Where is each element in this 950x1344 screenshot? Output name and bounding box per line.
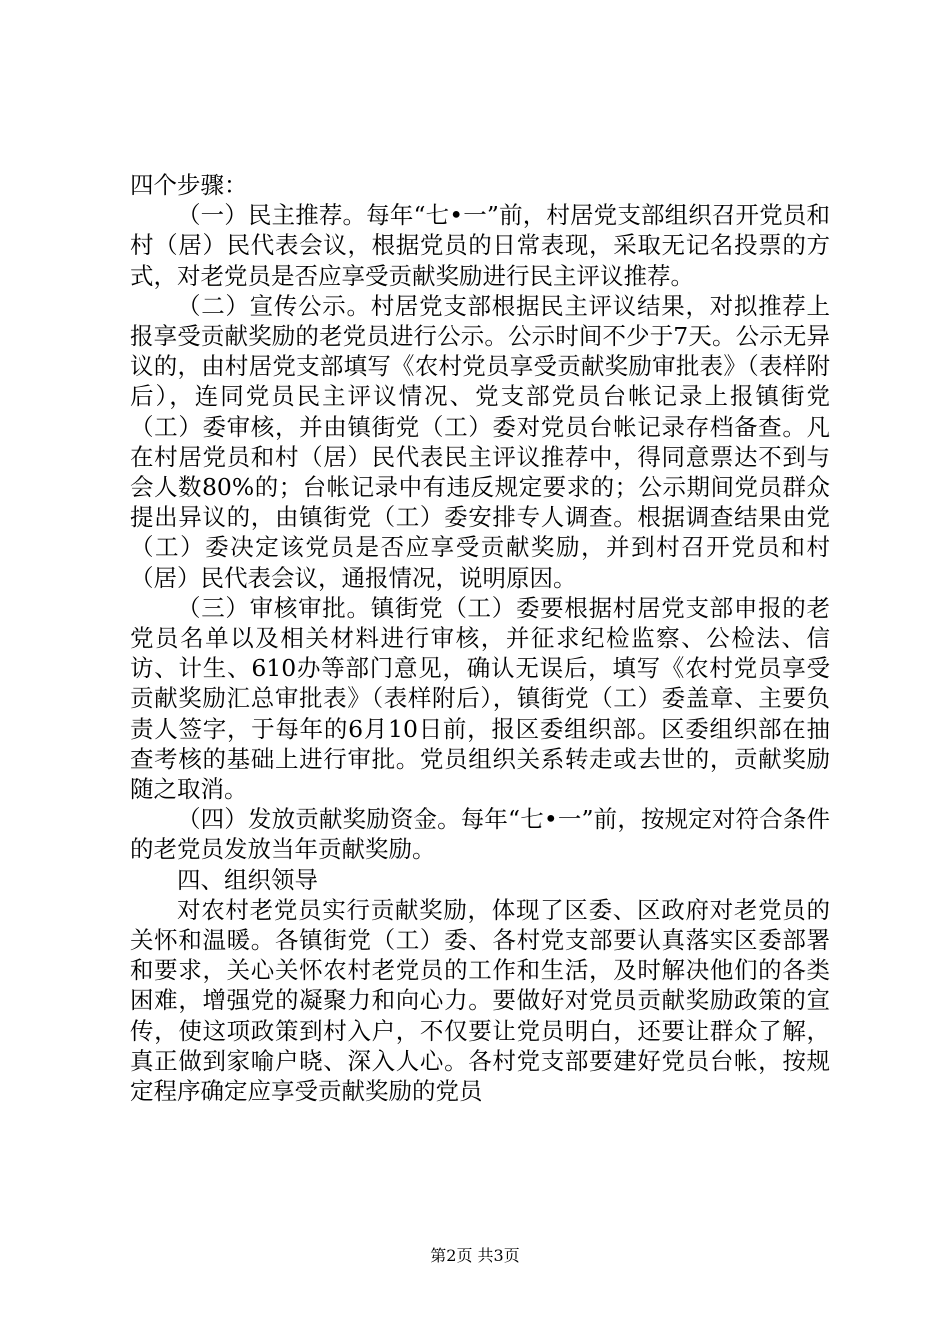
page-footer [0,1246,950,1266]
paragraph-step-4: （四）发放贡献奖励资金。每年“七•一”前，按规定对符合条件的老党员发放当年贡献奖励。 [130,805,830,864]
page-number-label: 第2页 共3页 [430,1246,520,1265]
section-heading-organization: 四、组织领导 [177,865,318,894]
paragraph-step-1: （一）民主推荐。每年“七•一”前，村居党支部组织召开党员和村（居）民代表会议，根据党员的日常表现，采取无记名投票的方式，对老党员是否应享受贡献奖励进行民主评议推荐。 [130,201,830,290]
paragraph-organization: 对农村老党员实行贡献奖励，体现了区委、区政府对老党员的关怀和温暖。各镇街党（工）委、各村党支部要认真落实区委部署和要求，关心关怀农村老党员的工作和生活，及时解决他们的各类困难，增强党的凝聚力和向心力。要做好对党员贡献奖励政策的宣传，使这项政策到村入户，不仅要让党员明白，还要让群众了解，真正做到家喻户晓、深入人心。各村党支部要建好党员台帐，按规定程序确定应享受贡献奖励的党员 [130,895,830,1106]
paragraph-step-2: （二）宣传公示。村居党支部根据民主评议结果，对拟推荐上报享受贡献奖励的老党员进行公示。公示时间不少于7天。公示无异议的，由村居党支部填写《农村党员享受贡献奖励审批表》（表样附后），连同党员民主评议情况、党支部党员台帐记录上报镇街党（工）委审核，并由镇街党（工）委对党员台帐记录存档备查。凡在村居党员和村（居）民代表民主评议推荐中，得同意票达不到与会人数80%的；台帐记录中有违反规定要求的；公示期间党员群众提出异议的，由镇街党（工）委安排专人调查。根据调查结果由党（工）委决定该党员是否应享受贡献奖励，并到村召开党员和村（居）民代表会议，通报情况，说明原因。 [130,291,830,592]
paragraph-step-3: （三）审核审批。镇街党（工）委要根据村居党支部申报的老党员名单以及相关材料进行审核，并征求纪检监察、公检法、信访、计生、610办等部门意见，确认无误后，填写《农村党员享受贡献奖励汇总审批表》（表样附后），镇街党（工）委盖章、主要负责人签字，于每年的6月10日前，报区委组织部。区委组织部在抽查考核的基础上进行审批。党员组织关系转走或去世的，贡献奖励随之取消。 [130,593,830,804]
document-body [130,170,830,1106]
paragraph-steps-heading: 四个步骤： [130,171,248,199]
